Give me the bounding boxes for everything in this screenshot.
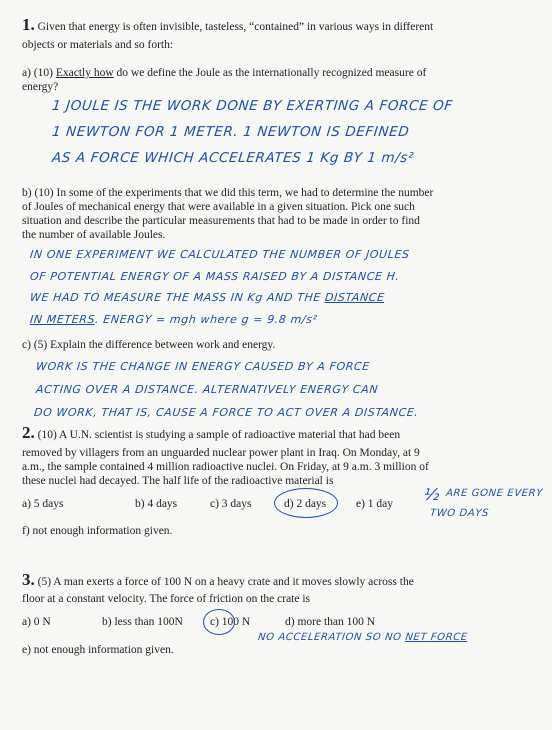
q3-option-e: e) not enough information given.: [22, 644, 174, 656]
q1b-answer-line3: WE HAD TO MEASURE THE MASS IN Kg AND THE DISTANCE: [29, 291, 386, 304]
q2-stem-line4: these nuclei had decayed. The half life of the radioactive material is: [22, 475, 334, 487]
q1b-question-line1: b) (10) In some of the experiments that we did this term, we had to determine the number: [22, 187, 434, 199]
q1a-answer-line2: 1 NEWTON FOR 1 METER. 1 NEWTON IS DEFINED: [51, 124, 411, 140]
q3-note: NO ACCELERATION SO NO NET FORCE: [257, 632, 469, 643]
q1b-question-line4: the number of available Joules.: [22, 229, 166, 241]
q2-note-fraction: ½: [423, 485, 442, 504]
q1a-question-line2: energy?: [22, 81, 59, 93]
q1a-answer-line3: AS A FORCE WHICH ACCELERATES 1 Kg BY 1 m/s²: [51, 150, 415, 166]
q3-number: 3.: [22, 570, 35, 589]
q3-note-underlined: NET FORCE: [404, 632, 469, 643]
q2-number: 2.: [22, 423, 35, 442]
q1-number: 1.: [22, 15, 35, 34]
q3-option-b: b) less than 100N: [102, 616, 183, 628]
q1b-answer-line2: OF POTENTIAL ENERGY OF A MASS RAISED BY A DISTANCE H.: [29, 270, 401, 283]
q3-option-d: d) more than 100 N: [285, 616, 376, 628]
q2-stem-line2: removed by villagers from an unguarded nuclear power plant in Iraq. On Monday, at 9: [22, 447, 420, 459]
q2-note-line1: ARE GONE EVERY: [445, 488, 544, 499]
q3-option-c: c) 100 N: [210, 616, 251, 628]
q3-stem-line1: 3. (5) A man exerts a force of 100 N on a heavy crate and it moves slowly across the: [22, 570, 414, 589]
q1a-question: a) (10) Exactly how do we define the Joule as the internationally recognized measure of: [22, 67, 427, 79]
q1-stem: 1. Given that energy is often invisible, tasteless, “contained” in various ways in different: [22, 15, 434, 34]
q2-option-e: e) 1 day: [356, 498, 394, 510]
q1b-answer-line4: IN METERS. ENERGY = mgh where g = 9.8 m/s²: [29, 313, 319, 326]
q2-note-line2: TWO DAYS: [429, 508, 490, 519]
q1b-distance-underlined: DISTANCE: [324, 291, 386, 304]
q2-answer-circle: [274, 488, 338, 518]
q2-option-d: d) 2 days: [284, 498, 327, 510]
q1b-question-line2: of Joules of mechanical energy that were available in a given situation. Pick one such: [22, 201, 415, 213]
q2-stem-line1: 2. (10) A U.N. scientist is studying a sample of radioactive material that had been: [22, 423, 401, 442]
q2-option-c: c) 3 days: [210, 498, 252, 510]
q1b-answer-line1: IN ONE EXPERIMENT WE CALCULATED THE NUMBER OF JOULES: [29, 248, 411, 261]
q3-stem-line2: floor at a constant velocity. The force of friction on the crate is: [22, 593, 311, 605]
q2-option-a: a) 5 days: [22, 498, 64, 510]
q1-stem-line2: objects or materials and so forth:: [22, 39, 174, 51]
q1c-answer-line3: DO WORK, THAT IS, CAUSE A FORCE TO ACT OVER A DISTANCE.: [33, 406, 420, 419]
q1c-answer-line1: WORK IS THE CHANGE IN ENERGY CAUSED BY A FORCE: [35, 360, 371, 373]
q1b-meters-underlined: IN METERS: [29, 313, 96, 326]
q2-option-f: f) not enough information given.: [22, 525, 173, 537]
q1b-question-line3: situation and describe the particular measurements that had to be made in order to find: [22, 215, 420, 227]
q1c-question: c) (5) Explain the difference between work and energy.: [22, 339, 276, 351]
q1c-answer-line2: ACTING OVER A DISTANCE. ALTERNATIVELY ENERGY CAN: [35, 383, 379, 396]
q2-option-b: b) 4 days: [135, 498, 178, 510]
q1a-emphasis: Exactly how: [55, 67, 114, 79]
q3-option-a: a) 0 N: [22, 616, 51, 628]
q1a-answer-line1: 1 JOULE IS THE WORK DONE BY EXERTING A FORCE OF: [51, 98, 454, 114]
q2-stem-line3: a.m., the sample contained 4 million radioactive nuclei. On Friday, at 9 a.m. 3 million of: [22, 461, 429, 473]
q3-answer-circle: [203, 609, 235, 635]
